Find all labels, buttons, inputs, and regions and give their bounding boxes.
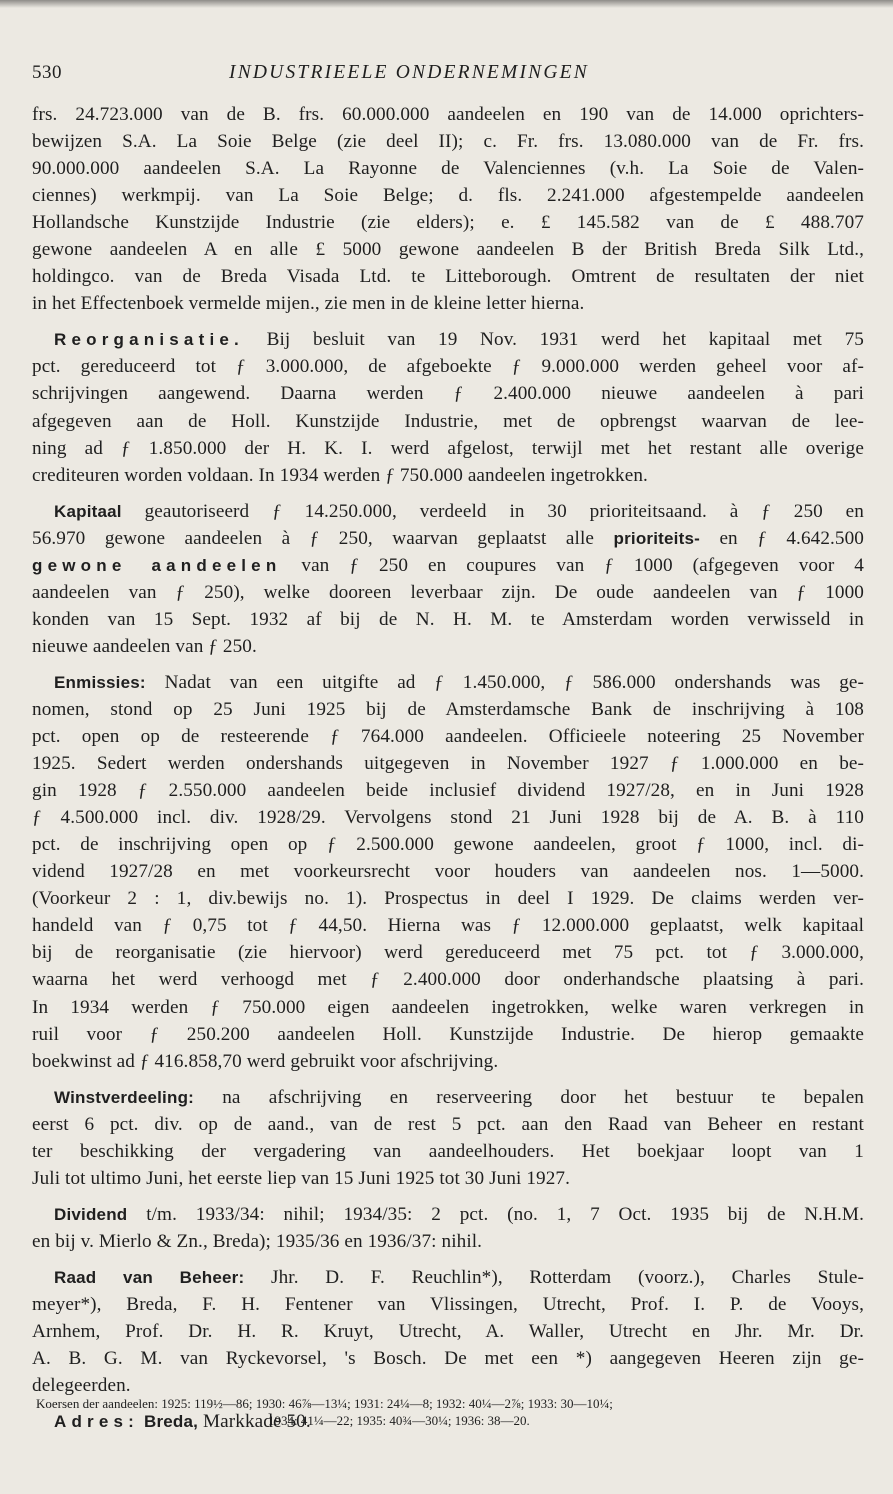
winstverdeeling-first-line: na afschrijving en reserveering door het bestuur te bepalen: [222, 1086, 864, 1108]
reorganisatie-first-line: Bij besluit van 19 Nov. 1931 werd het kapitaal met 75: [266, 329, 864, 351]
text-line: Juli tot ultimo Juni, het eerste liep van 15 Juni 1925 tot 30 Juni 1927.: [32, 1167, 571, 1189]
text-line: en bij v. Mierlo & Zn., Breda); 1935/36 en 1936/37: nihil.: [32, 1230, 483, 1252]
text-line: pct. gereduceerd tot ƒ 3.000.000, de afgeboekte ƒ 9.000.000 werden geheel voor af-: [32, 356, 864, 378]
text-line: Arnhem, Prof. Dr. H. R. Kruyt, Utrecht, A. Waller, Utrecht en Jhr. Mr. Dr.: [32, 1321, 864, 1343]
text-line: [32, 1084, 864, 1111]
page-body: [32, 101, 864, 1435]
text-line: nieuwe aandeelen van ƒ 250.: [32, 635, 257, 657]
text-line: (Voorkeur 2 : 1, div.bewijs no. 1). Prospectus in deel I 1929. De claims werden ver-: [32, 888, 864, 910]
emissies-first-line: Nadat van een uitgifte ad ƒ 1.450.000, ƒ 586.000 ondershands was ge-: [164, 671, 864, 693]
reorganisatie-heading: Reorganisatie.: [54, 330, 244, 350]
kapitaal-line-2-rest: en ƒ 4.642.500: [719, 527, 864, 549]
text-line: boekwinst ad ƒ 416.858,70 werd gebruikt voor afschrijving.: [32, 1050, 499, 1072]
dividend-first-line: t/m. 1933/34: nihil; 1934/35: 2 pct. (no. 1, 7 Oct. 1935 bij de N.H.M.: [146, 1203, 864, 1225]
page-number: 530: [32, 62, 62, 83]
text-line: meyer*), Breda, F. H. Fentener van Vlissingen, Utrecht, Prof. I. P. de Vooys,: [32, 1293, 864, 1315]
adres-city: Breda,: [143, 1412, 199, 1432]
prioriteits-bold: prioriteits-: [613, 528, 700, 548]
text-line: nomen, stond op 25 Juni 1925 bij de Amsterdamsche Bank de inschrijving à 108: [32, 698, 864, 720]
text-line: ruil voor ƒ 250.200 aandeelen Holl. Kunstzijde Industrie. De hierop gemaakte: [32, 1023, 864, 1045]
text-line: in het Effectenboek vermelde mijen., zie men in de kleine letter hierna.: [32, 293, 585, 315]
adres-street: Markkade 50.: [202, 1411, 311, 1433]
text-line: gin 1928 ƒ 2.550.000 aandeelen beide inclusief dividend 1927/28, en in Juni 1928: [32, 780, 864, 802]
emissies-heading: Enmissies:: [54, 672, 146, 692]
section-title: INDUSTRIEELE ONDERNEMINGEN: [229, 62, 589, 83]
text-line: waarna het werd verhoogd met ƒ 2.400.000 door onderhandsche plaatsing à pari.: [32, 969, 864, 991]
text-line: eerst 6 pct. div. op de aand., van de rest 5 pct. aan den Raad van Beheer en restant: [32, 1113, 864, 1135]
paragraph-holdings: [32, 101, 864, 317]
text-line: [32, 1201, 864, 1228]
text-line: [32, 669, 864, 696]
paragraph-dividend: [32, 1201, 864, 1255]
text-line: A. B. G. M. van Ryckevorsel, 's Bosch. De met een *) aangegeven Heeren zijn ge-: [32, 1348, 864, 1370]
raad-heading: Raad van Beheer:: [54, 1267, 245, 1287]
text-line: delegeerden.: [32, 1375, 131, 1397]
text-line: schrijvingen aangewend. Daarna werden ƒ 2.400.000 nieuwe aandeelen à pari: [32, 383, 864, 405]
footnote-koersen-line-1: Koersen der aandeelen: 1925: 119½—86; 1930: 46⅞—13¼; 1931: 24¼—8; 1932: 40¼—2⅞; 1933: 30—10¼;: [36, 1396, 613, 1411]
text-line: frs. 24.723.000 van de B. frs. 60.000.000 aandeelen en 190 van de 14.000 oprichters-: [32, 104, 864, 125]
paragraph-raad-van-beheer: [32, 1264, 864, 1399]
text-line: [32, 552, 864, 579]
text-line: 90.000.000 aandeelen S.A. La Rayonne de Valenciennes (v.h. La Soie de Valen-: [32, 158, 864, 180]
footnote-koersen-line-2: 1934: 41¼—22; 1935: 40¾—30¼; 1936: 38—20.: [268, 1413, 530, 1428]
text-line: vidend 1927/28 en met voorkeursrecht voor houders van aandeelen nos. 1—5000.: [32, 861, 864, 883]
text-line: pct. open op de resteerende ƒ 764.000 aandeelen. Officieele noteering 25 November: [32, 726, 864, 748]
gewone-aandeelen-spaced: gewone aandeelen: [32, 555, 282, 575]
kapitaal-first-line: geautoriseerd ƒ 14.250.000, verdeeld in 30 prioriteitsaand. à ƒ 250 en: [144, 500, 864, 522]
text-line: holdingco. van de Breda Visada Ltd. te Litteborough. Omtrent de resultaten der niet: [32, 266, 864, 288]
text-line: bij de reorganisatie (zie hiervoor) werd gereduceerd met 75 pct. tot ƒ 3.000.000,: [32, 942, 864, 964]
kapitaal-line-3-rest: van ƒ 250 en coupures van ƒ 1000 (afgegeven voor 4: [301, 554, 864, 576]
text-line: gewone aandeelen A en alle £ 5000 gewone aandeelen B der British Breda Silk Ltd.,: [32, 239, 864, 261]
kapitaal-line-2-text: 56.970 gewone aandeelen à ƒ 250, waarvan geplaatst alle: [32, 527, 595, 549]
text-line: ciennes) werkmpij. van La Soie Belge; d. fls. 2.241.000 afgestempelde aandeelen: [32, 185, 864, 207]
text-line: ter beschikking der vergadering van aandeelhouders. Het boekjaar loopt van 1: [32, 1140, 864, 1162]
paragraph-reorganisatie: [32, 326, 864, 488]
paragraph-winstverdeeling: [32, 1084, 864, 1192]
dividend-heading: Dividend: [54, 1204, 128, 1224]
text-line: afgegeven aan de Holl. Kunstzijde Industrie, met de opbrengst waarvan de lee-: [32, 410, 864, 432]
text-line: [32, 498, 864, 525]
kapitaal-heading: Kapitaal: [54, 501, 122, 521]
text-line: [32, 525, 864, 552]
text-line: ning ad ƒ 1.850.000 der H. K. I. werd afgelost, terwijl met het restant alle overige: [32, 437, 864, 459]
text-line: aandeelen van ƒ 250), welke dooreen leverbaar zijn. De oude aandeelen van ƒ 1000: [32, 581, 864, 603]
raad-first-line: Jhr. D. F. Reuchlin*), Rotterdam (voorz.), Charles Stule-: [271, 1266, 865, 1288]
text-line: ƒ 4.500.000 incl. div. 1928/29. Vervolgens stond 21 Juni 1928 bij de A. B. à 110: [32, 807, 864, 829]
text-line: bewijzen S.A. La Soie Belge (zie deel II); c. Fr. frs. 13.080.000 van de Fr. frs.: [32, 131, 864, 153]
text-line: In 1934 werden ƒ 750.000 eigen aandeelen ingetrokken, welke waren verkregen in: [32, 996, 864, 1018]
paragraph-kapitaal: [32, 498, 864, 660]
adres-heading: Adres:: [54, 1412, 140, 1432]
text-line: konden van 15 Sept. 1932 af bij de N. H. M. te Amsterdam worden verwisseld in: [32, 608, 864, 630]
text-line: [32, 1264, 864, 1291]
text-line: pct. de inschrijving open op ƒ 2.500.000 gewone aandeelen, groot ƒ 1000, incl. di-: [32, 834, 864, 856]
running-head: [32, 62, 864, 88]
text-line: 1925. Sedert werden ondershands uitgegeven in November 1927 ƒ 1.000.000 en be-: [32, 753, 864, 775]
page-top-shadow: [0, 0, 893, 8]
paragraph-emissies: [32, 669, 864, 1075]
text-line: Hollandsche Kunstzijde Industrie (zie elders); e. £ 145.582 van de £ 488.707: [32, 212, 864, 234]
text-line: crediteuren worden voldaan. In 1934 werden ƒ 750.000 aandeelen ingetrokken.: [32, 464, 648, 486]
winstverdeeling-heading: Winstverdeeling:: [54, 1087, 195, 1107]
text-line: [32, 326, 864, 353]
text-line: handeld van ƒ 0,75 tot ƒ 44,50. Hierna was ƒ 12.000.000 geplaatst, welk kapitaal: [32, 915, 864, 937]
